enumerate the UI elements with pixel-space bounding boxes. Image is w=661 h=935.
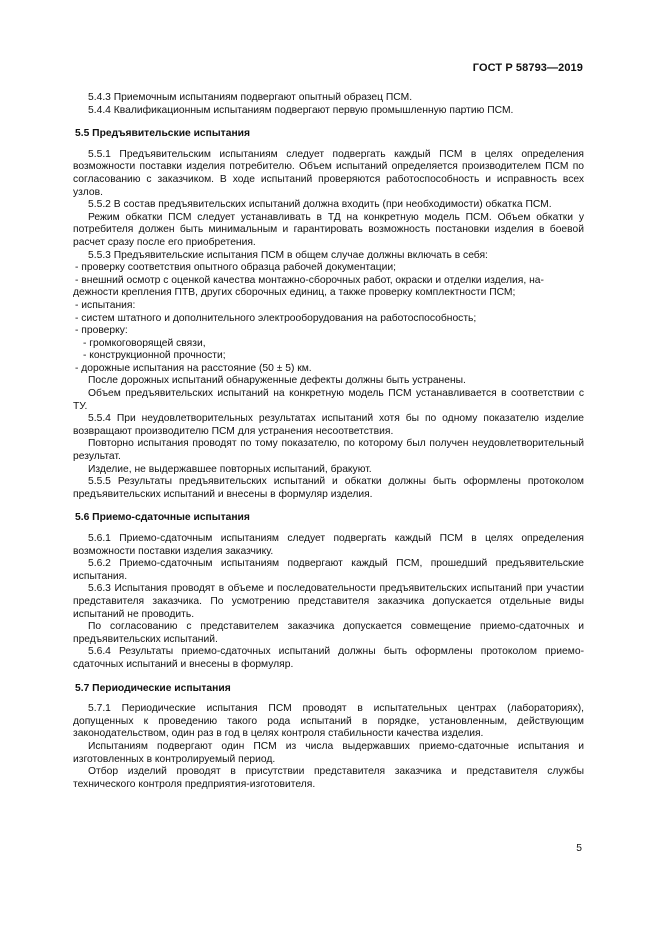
section-title-5-6: 5.6 Приемо-сдаточные испытания bbox=[75, 512, 250, 524]
list-item-loudspeaker: - громкоговорящей связи, bbox=[83, 337, 206, 349]
paragraph-5-6-4: 5.6.4 Результаты приемо-сдаточных испытаний должны быть оформлены протоколом приемо-сдаточных испытаний и внесены в формуляр. bbox=[73, 646, 584, 670]
paragraph-reject: Изделие, не выдержавшее повторных испытаний, бракуют. bbox=[88, 463, 372, 475]
list-item-tests: - испытания: bbox=[75, 299, 136, 311]
document-body bbox=[73, 92, 584, 791]
paragraph-combined: По согласованию с представителем заказчика допускается совмещение приемо-сдаточных и предъявительских испытаний. bbox=[73, 621, 584, 645]
paragraph-selection: Отбор изделий проводят в присутствии представителя заказчика и представителя службы технического контроля предприятия-изготовителя. bbox=[73, 766, 584, 790]
paragraph-scope-tu: Объем предъявительских испытаний на конкретную модель ПСМ устанавливается в соответствии с ТУ. bbox=[73, 388, 584, 412]
paragraph-5-6-2: 5.6.2 Приемо-сдаточным испытаниям подвергают каждый ПСМ, прошедший предъявительские испытания. bbox=[73, 558, 584, 582]
paragraph-5-6-1: 5.6.1 Приемо-сдаточным испытаниям следует подвергать каждый ПСМ в целях определения возможности поставки изделия заказчику. bbox=[73, 533, 584, 557]
section-title-5-5: 5.5 Предъявительские испытания bbox=[75, 128, 251, 140]
paragraph-defects: После дорожных испытаний обнаруженные дефекты должны быть устранены. bbox=[88, 375, 466, 387]
paragraph-5-5-3: 5.5.3 Предъявительские испытания ПСМ в общем случае должны включать в себя: bbox=[88, 249, 488, 261]
paragraph-run-in-mode: Режим обкатки ПСМ следует устанавливать в ТД на конкретную модель ПСМ. Объем обкатки у потребителя должен быть минимальным и гарантировать возможность постановки изделия в боевой расчет сразу после его приобретения. bbox=[73, 211, 584, 248]
paragraph-5-5-1: 5.5.1 Предъявительским испытаниям следует подвергать каждый ПСМ в целях определения возможности поставки изделия потребителю. Объем испытаний определяется производителем ПСМ по согласованию с заказчиком. В ходе испытаний проверяются работоспособность и исправность всех узлов. bbox=[73, 148, 584, 198]
paragraph-5-4-4: 5.4.4 Квалификационным испытаниям подвергают первую промышленную партию ПСМ. bbox=[88, 104, 514, 116]
list-item-electrical: - систем штатного и дополнительного электрооборудования на работоспособность; bbox=[75, 312, 477, 324]
list-item-doc-check: - проверку соответствия опытного образца рабочей документации; bbox=[75, 262, 396, 274]
paragraph-5-5-2: 5.5.2 В состав предъявительских испытаний должна входить (при необходимости) обкатка ПСМ. bbox=[88, 199, 552, 211]
paragraph-sample: Испытаниям подвергают один ПСМ из числа выдержавших приемо-сдаточные испытания и изготовленных в контролируемый период. bbox=[73, 740, 584, 765]
paragraph-retest: Повторно испытания проводят по тому показателю, по которому был получен неудовлетворительный результат. bbox=[73, 438, 584, 463]
paragraph-5-5-4: 5.5.4 При неудовлетворительных результатах испытаний хотя бы по одному показателю изделие возвращают производителю ПСМ для устранения несоответствия. bbox=[73, 413, 584, 437]
list-item-checks: - проверку: bbox=[75, 325, 128, 337]
page-number: 5 bbox=[576, 843, 582, 854]
paragraph-5-5-5: 5.5.5 Результаты предъявительских испытаний и обкатки должны быть оформлены протоколом предъявительских испытаний и внесены в формуляр изделия. bbox=[73, 476, 584, 500]
section-title-5-7: 5.7 Периодические испытания bbox=[75, 682, 231, 694]
list-item-road-tests: - дорожные испытания на расстояние (50 ± 5) км. bbox=[75, 362, 312, 374]
paragraph-5-7-1: 5.7.1 Периодические испытания ПСМ проводят в испытательных центрах (лабораториях), допущенных к проведению такого рода испытаний в порядке, установленным, действующим законодательством, один раз в год в целях контроля стабильности качества изделия. bbox=[73, 703, 584, 740]
paragraph-5-6-3: 5.6.3 Испытания проводят в объеме и последовательности предъявительских испытаний при участии представителя заказчика. По усмотрению представителя заказчика допускается отдельные виды испытаний не проводить. bbox=[73, 583, 584, 620]
standard-header: ГОСТ Р 58793—2019 bbox=[472, 62, 583, 74]
list-item-inspection-cont: дежности крепления ПТВ, других сборочных единиц, а также проверку комплектности ПСМ; bbox=[73, 287, 516, 299]
paragraph-5-4-3: 5.4.3 Приемочным испытаниям подвергают опытный образец ПСМ. bbox=[88, 92, 413, 103]
list-item-strength: - конструкционной прочности; bbox=[83, 350, 226, 362]
list-item-inspection: - внешний осмотр с оценкой качества монтажно-сборочных работ, окраски и отделки изделия, на- bbox=[75, 274, 544, 286]
